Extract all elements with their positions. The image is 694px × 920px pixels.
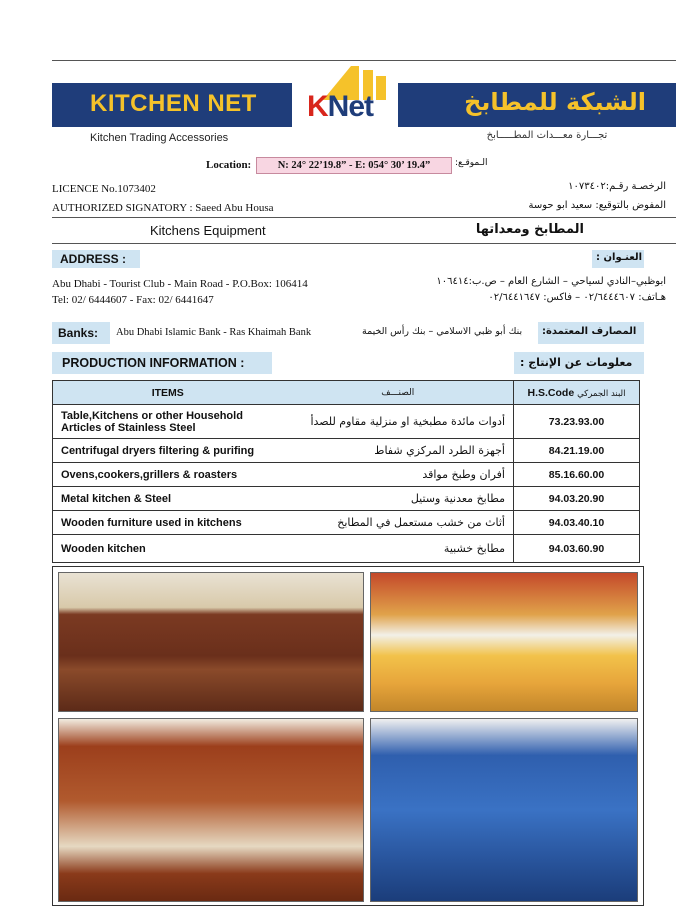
authorized-signatory: AUTHORIZED SIGNATORY : Saeed Abu Housa xyxy=(52,202,274,214)
header-items-ar: الصنـــف xyxy=(283,381,514,405)
address-line-2: Tel: 02/ 6444607 - Fax: 02/ 6441647 xyxy=(52,294,214,306)
address-line-1-ar: ابوظبي–النادي لسياحي – الشارع العام – ص.ب:١٠٦٤١٤ xyxy=(436,276,666,287)
hs-code: 85.16.60.00 xyxy=(514,463,640,487)
item-en: Metal kitchen & Steel xyxy=(53,487,283,511)
item-ar: أثاث من خشب مستعمل في المطابخ xyxy=(283,511,514,535)
brand-name-en: KITCHEN NET xyxy=(90,90,257,117)
hs-code: 94.03.20.90 xyxy=(514,487,640,511)
production-label-ar: معلومات عن الإنتاج : xyxy=(520,356,633,369)
item-ar: أدوات مائدة مطبخية او منزلية مقاوم للصدأ xyxy=(283,405,514,439)
location-label: Location: xyxy=(206,159,252,171)
table-row xyxy=(53,463,640,487)
divider xyxy=(52,243,676,244)
hs-code: 84.21.19.00 xyxy=(514,439,640,463)
kitchen-photo-yellow-counter xyxy=(370,572,638,712)
hs-code: 73.23.93.00 xyxy=(514,405,640,439)
table-row xyxy=(53,439,640,463)
brand-tagline-ar: تجـــارة معـــدات المطـــــابخ xyxy=(486,130,608,141)
authorized-signatory-ar: المفوض بالتوقيع: سعيد ابو حوسة xyxy=(528,200,666,211)
item-ar: أفران وطبخ مواقد xyxy=(283,463,514,487)
brand-name-ar: الشبكة للمطابخ xyxy=(464,88,646,116)
header-items: ITEMS xyxy=(53,381,283,405)
category-ar: المطابخ ومعداتها xyxy=(475,222,584,237)
address-label-ar: العنـوان : xyxy=(596,252,643,263)
category-en: Kitchens Equipment xyxy=(150,223,266,238)
item-en: Ovens,cookers,grillers & roasters xyxy=(53,463,283,487)
header-hs-code: H.S.Code البند الجمركي xyxy=(514,381,640,405)
hs-code: 94.03.60.90 xyxy=(514,535,640,563)
item-en: Wooden furniture used in kitchens xyxy=(53,511,283,535)
item-en: Centrifugal dryers filtering & purifing xyxy=(53,439,283,463)
banks-value: Abu Dhabi Islamic Bank - Ras Khaimah Bank xyxy=(116,327,312,338)
address-line-2-ar: هـاتف: ٠٢/٦٤٤٤٦٠٧ – فاكس: ٠٢/٦٤٤١٦٤٧ xyxy=(488,292,666,303)
top-rule xyxy=(52,60,676,61)
logo-wordmark: KNet xyxy=(307,90,374,123)
production-table xyxy=(52,380,640,563)
table-header-row xyxy=(53,381,640,405)
item-ar: مطابخ معدنية وستيل xyxy=(283,487,514,511)
production-label: PRODUCTION INFORMATION : xyxy=(62,356,245,370)
hs-code: 94.03.40.10 xyxy=(514,511,640,535)
item-ar: مطابخ خشبية xyxy=(283,535,514,563)
location-value: N: 24° 22’19.8” - E: 054° 30’ 19.4” xyxy=(256,157,452,174)
banks-label-ar: المصارف المعتمدة: xyxy=(542,326,637,337)
divider xyxy=(52,217,676,218)
brand-banner-ar xyxy=(398,83,676,127)
banks-label: Banks: xyxy=(58,326,99,340)
item-ar: أجهزة الطرد المركزي شفاط xyxy=(283,439,514,463)
table-row xyxy=(53,487,640,511)
address-line-1: Abu Dhabi - Tourist Club - Main Road - P.O.Box: 106414 xyxy=(52,278,308,290)
brand-tagline-en: Kitchen Trading Accessories xyxy=(90,132,229,144)
item-en: Table,Kitchens or other Household Articles of Stainless Steel xyxy=(53,405,283,439)
kitchen-photo-blue-cabinets xyxy=(370,718,638,902)
kitchen-photo-wooden-cabinets xyxy=(58,572,364,712)
table-row xyxy=(53,511,640,535)
kitchen-photo-cherry-wood xyxy=(58,718,364,902)
location-label-ar: الـموقـع: xyxy=(455,158,488,168)
licence-number-ar: الرخصـة رقـم:١٠٧٣٤٠٢ xyxy=(568,181,666,192)
licence-number: LICENCE No.1073402 xyxy=(52,183,156,195)
table-row xyxy=(53,535,640,563)
address-label: ADDRESS : xyxy=(60,252,127,266)
item-en: Wooden kitchen xyxy=(53,535,283,563)
brand-banner-en xyxy=(52,83,292,127)
table-row xyxy=(53,405,640,439)
banks-value-ar: بنك أبو ظبي الاسلامي – بنك رأس الخيمة xyxy=(362,326,523,337)
knet-logo xyxy=(303,62,397,130)
